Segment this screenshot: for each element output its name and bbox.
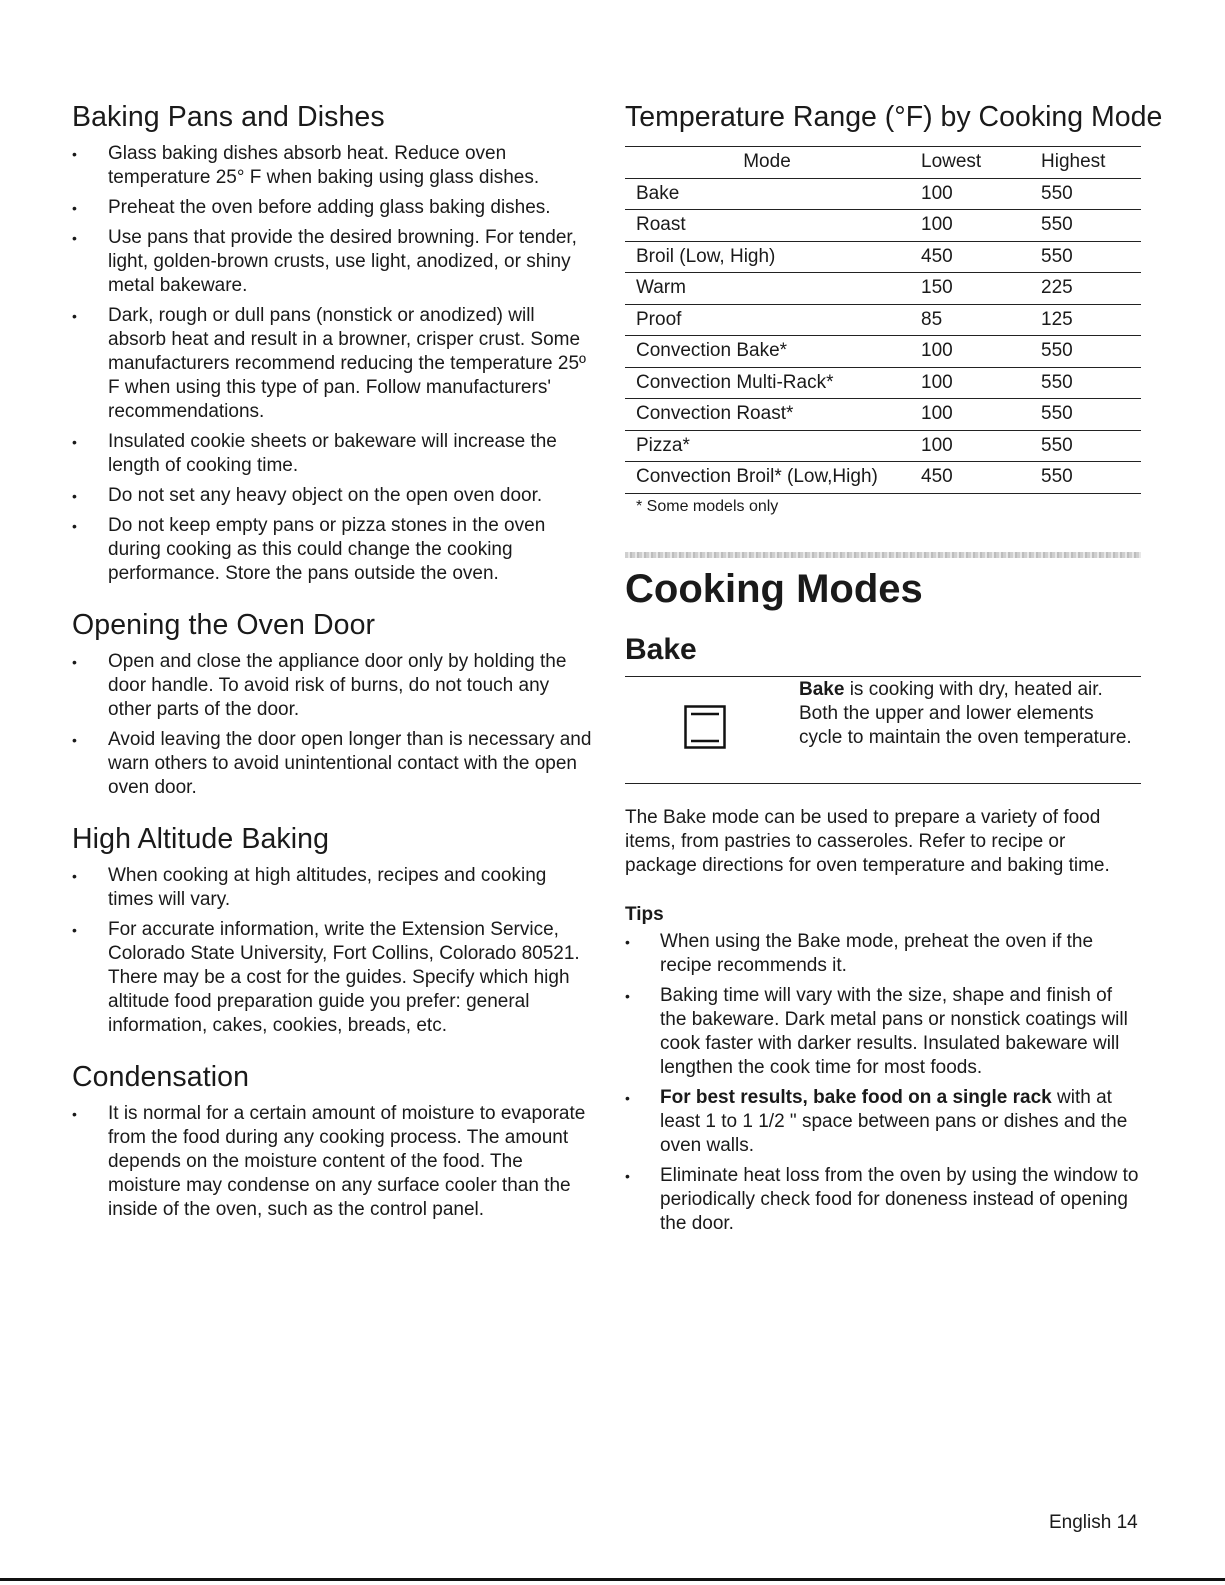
cell-highest: 125 xyxy=(1041,304,1141,336)
cell-highest: 225 xyxy=(1041,273,1141,305)
bake-description xyxy=(799,677,1139,750)
table-row xyxy=(625,210,1141,242)
bullet-icon: • xyxy=(625,933,630,950)
cell-mode: Convection Broil* (Low,High) xyxy=(625,462,909,494)
cell-mode: Warm xyxy=(625,273,909,305)
tips-heading: Tips xyxy=(625,903,664,925)
cell-highest: 550 xyxy=(1041,462,1141,494)
bake-description-box xyxy=(625,676,1141,784)
list-item: • For best results, bake food on a single rack with at least 1 to 1 1/2 " space between pans or dishes and the oven walls. xyxy=(625,1086,1128,1156)
bake-heading: Bake xyxy=(625,632,697,666)
bullet-icon: • xyxy=(72,434,77,450)
section-high-altitude xyxy=(72,822,592,1038)
cell-highest: 550 xyxy=(1041,367,1141,399)
bake-description-text: is cooking with dry, heated air. Both the upper and lower elements cycle to maintain the oven temperature. xyxy=(799,678,1132,748)
bullet-icon: • xyxy=(72,922,77,938)
cell-mode: Roast xyxy=(625,210,909,242)
cell-highest: 550 xyxy=(1041,210,1141,242)
bullet-icon: • xyxy=(72,308,77,324)
temperature-table-title: Temperature Range (°F) by Cooking Mode xyxy=(625,101,1163,133)
table-row xyxy=(625,304,1141,336)
list-item: • It is normal for a certain amount of moisture to evaporate from the food during any cooking process. The amount depends on the moisture content of the food. The moisture may condense on any surface cooler than the inside of the oven, such as the control panel. xyxy=(72,1103,586,1220)
section-baking-pans xyxy=(72,100,592,586)
table-row xyxy=(625,178,1141,210)
section-title: Condensation xyxy=(72,1061,250,1093)
list-item: • Avoid leaving the door open longer than is necessary and warn others to avoid unintentional contact with the open oven door. xyxy=(72,729,592,798)
cell-highest: 550 xyxy=(1041,241,1141,273)
table-header-row xyxy=(625,147,1141,179)
section-opening-door xyxy=(72,608,592,800)
list-item: • Do not set any heavy object on the open oven door. xyxy=(72,485,543,506)
header-highest: Highest xyxy=(1041,147,1141,179)
bullet-list xyxy=(72,650,592,800)
cell-highest: 550 xyxy=(1041,430,1141,462)
left-column xyxy=(72,100,592,1244)
bullet-icon: • xyxy=(625,987,630,1004)
list-item: • Glass baking dishes absorb heat. Reduce oven temperature 25° F when baking using glass dishes. xyxy=(72,143,540,188)
list-item: • Dark, rough or dull pans (nonstick or anodized) will absorb heat and result in a browner, crisper crust. Some manufacturers recommend reducing the temperature 25º F when using this type of pan. Follow manufacturers' recommendations. xyxy=(72,305,586,422)
cooking-modes-heading: Cooking Modes xyxy=(625,566,923,611)
bullet-icon: • xyxy=(72,732,77,748)
table-row xyxy=(625,367,1141,399)
table-row xyxy=(625,399,1141,431)
bullet-icon: • xyxy=(625,1167,630,1184)
bullet-list xyxy=(72,142,592,586)
bullet-icon: • xyxy=(72,1106,77,1122)
section-title: High Altitude Baking xyxy=(72,823,330,855)
list-item: • Use pans that provide the desired browning. For tender, light, golden-brown crusts, use light, anodized, or shiny metal bakeware. xyxy=(72,227,577,296)
table-row xyxy=(625,462,1141,494)
bullet-icon: • xyxy=(72,488,77,504)
table-row xyxy=(625,336,1141,368)
bullet-icon: • xyxy=(72,230,77,246)
tips-list xyxy=(625,930,1141,1236)
cell-mode: Pizza* xyxy=(625,430,909,462)
bullet-list xyxy=(72,1102,592,1222)
list-item: • Open and close the appliance door only by holding the door handle. To avoid risk of burns, do not touch any other parts of the door. xyxy=(72,651,567,720)
page-number: English 14 xyxy=(1049,1512,1138,1533)
bullet-icon: • xyxy=(72,146,77,162)
cell-highest: 550 xyxy=(1041,336,1141,368)
cell-mode: Convection Multi-Rack* xyxy=(625,367,909,399)
cell-mode: Proof xyxy=(625,304,909,336)
cell-mode: Broil (Low, High) xyxy=(625,241,909,273)
cell-lowest: 150 xyxy=(909,273,1041,305)
bake-paragraph: The Bake mode can be used to prepare a variety of food items, from pastries to casseroles. Refer to recipe or package directions for oven temperature and baking time. xyxy=(625,806,1110,876)
cell-highest: 550 xyxy=(1041,178,1141,210)
cell-mode: Convection Bake* xyxy=(625,336,909,368)
cell-mode: Bake xyxy=(625,178,909,210)
bullet-list xyxy=(72,864,592,1038)
section-divider xyxy=(625,552,1141,558)
table-footnote: * Some models only xyxy=(636,497,779,515)
cell-lowest: 100 xyxy=(909,178,1041,210)
list-item: • Preheat the oven before adding glass baking dishes. xyxy=(72,197,551,218)
oven-bake-icon xyxy=(684,705,726,749)
cell-highest: 550 xyxy=(1041,399,1141,431)
right-column xyxy=(625,100,1163,1242)
list-item: • For accurate information, write the Extension Service, Colorado State University, Fort Collins, Colorado 80521. There may be a cost for the guides. Specify which high altitude food preparation guide you prefer: general information, cakes, cookies, breads, etc. xyxy=(72,919,580,1036)
table-row xyxy=(625,430,1141,462)
list-item: • When cooking at high altitudes, recipes and cooking times will vary. xyxy=(72,865,547,910)
list-item: • Do not keep empty pans or pizza stones in the oven during cooking as this could change the cooking performance. Store the pans outside the oven. xyxy=(72,515,546,584)
section-title: Baking Pans and Dishes xyxy=(72,101,385,133)
list-item: • Baking time will vary with the size, shape and finish of the bakeware. Dark metal pans or nonstick coatings will cook faster with darker results. Insulated bakeware will lengthen the cook time for most foods. xyxy=(625,984,1128,1078)
bullet-icon: • xyxy=(72,200,77,216)
cell-lowest: 100 xyxy=(909,430,1041,462)
cell-lowest: 450 xyxy=(909,462,1041,494)
bullet-icon: • xyxy=(72,868,77,884)
list-item: • Eliminate heat loss from the oven by using the window to periodically check food for doneness instead of opening the door. xyxy=(625,1164,1139,1234)
cell-lowest: 100 xyxy=(909,336,1041,368)
cell-lowest: 100 xyxy=(909,367,1041,399)
section-title: Opening the Oven Door xyxy=(72,609,376,641)
cell-lowest: 450 xyxy=(909,241,1041,273)
list-item: • When using the Bake mode, preheat the oven if the recipe recommends it. xyxy=(625,930,1094,976)
cell-lowest: 85 xyxy=(909,304,1041,336)
bake-bold-term: Bake xyxy=(799,678,845,700)
bottom-rule xyxy=(0,1578,1225,1581)
section-condensation xyxy=(72,1060,592,1222)
bullet-icon: • xyxy=(72,654,77,670)
temperature-range-table xyxy=(625,146,1141,494)
list-item: • Insulated cookie sheets or bakeware will increase the length of cooking time. xyxy=(72,431,557,476)
cell-lowest: 100 xyxy=(909,210,1041,242)
header-lowest: Lowest xyxy=(909,147,1041,179)
bullet-icon: • xyxy=(72,518,77,534)
cell-lowest: 100 xyxy=(909,399,1041,431)
table-row xyxy=(625,273,1141,305)
header-mode: Mode xyxy=(625,147,909,179)
table-row xyxy=(625,241,1141,273)
bullet-icon: • xyxy=(625,1089,630,1106)
cell-mode: Convection Roast* xyxy=(625,399,909,431)
